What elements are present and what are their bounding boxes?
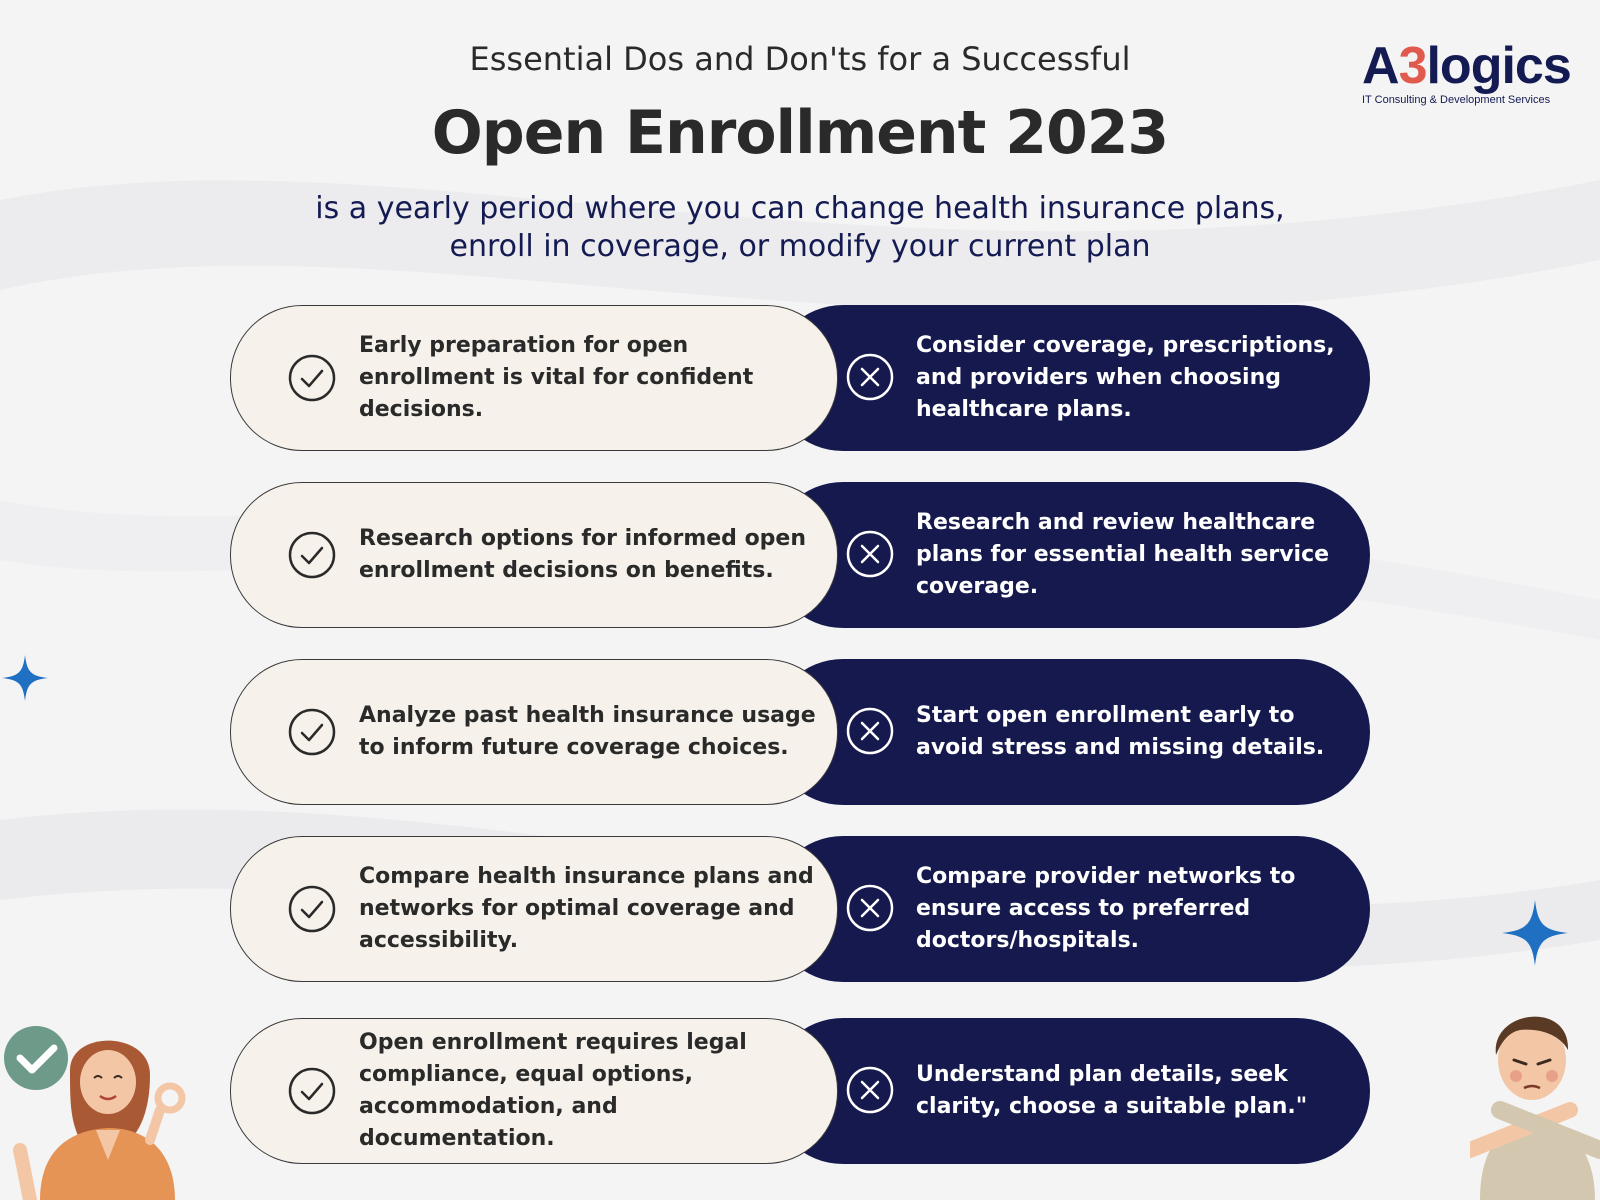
page-title: Open Enrollment 2023 [431, 98, 1169, 168]
do-text: Compare health insurance plans and networks for optimal coverage and accessibility. [359, 864, 814, 953]
check-circle-icon [287, 707, 337, 757]
comparison-row [230, 659, 1370, 805]
dont-card [770, 1018, 1370, 1164]
do-card [230, 1018, 838, 1164]
check-circle-icon [287, 353, 337, 403]
x-circle-icon [845, 883, 895, 933]
man-crossed-arms-illustration [1470, 1000, 1600, 1200]
do-card [230, 836, 838, 982]
sparkle-star-icon [1502, 900, 1568, 966]
dont-card [770, 836, 1370, 982]
comparison-row [230, 482, 1370, 628]
dont-text: Understand plan details, seek clarity, choose a suitable plan." [916, 1062, 1308, 1119]
x-circle-icon [845, 1065, 895, 1115]
check-circle-icon [287, 884, 337, 934]
logo-tagline: IT Consulting & Development Services [1362, 94, 1551, 106]
dont-text: Research and review healthcare plans for essential health service coverage. [916, 510, 1330, 599]
logo-wordmark [1362, 36, 1572, 96]
check-circle-icon [287, 1066, 337, 1116]
x-circle-icon [845, 352, 895, 402]
do-text: Analyze past health insurance usage to inform future coverage choices. [359, 703, 816, 760]
supertitle: Essential Dos and Don'ts for a Successful [469, 40, 1131, 78]
do-card [230, 659, 838, 805]
dont-text: Start open enrollment early to avoid stress and missing details. [916, 703, 1325, 760]
dont-card [770, 659, 1370, 805]
comparison-row [230, 836, 1370, 982]
comparison-row [230, 305, 1370, 451]
dont-card [770, 482, 1370, 628]
do-text: Early preparation for open enrollment is vital for confident decisions. [359, 333, 754, 422]
comparison-row [230, 1018, 1370, 1164]
sparkle-star-icon [2, 655, 48, 701]
brand-logo [1362, 36, 1572, 106]
check-circle-icon [287, 530, 337, 580]
dont-card [770, 305, 1370, 451]
subtitle [300, 190, 1300, 266]
subtitle-line-2: enroll in coverage, or modify your current plan [449, 229, 1151, 264]
x-circle-icon [845, 529, 895, 579]
do-card [230, 305, 838, 451]
do-text: Research options for informed open enrollment decisions on benefits. [359, 526, 807, 583]
woman-ok-illustration [0, 1020, 200, 1200]
logo-letter-a: A [1362, 37, 1399, 95]
dont-text: Consider coverage, prescriptions, and providers when choosing healthcare plans. [916, 333, 1335, 422]
do-text: Open enrollment requires legal compliance, equal options, accommodation, and documentation. [359, 1030, 747, 1151]
do-card [230, 482, 838, 628]
dont-text: Compare provider networks to ensure access to preferred doctors/hospitals. [916, 864, 1296, 953]
logo-digit: 3 [1398, 37, 1427, 95]
x-circle-icon [845, 706, 895, 756]
subtitle-line-1: is a yearly period where you can change health insurance plans, [315, 191, 1285, 226]
logo-word-logics: logics [1426, 37, 1571, 95]
